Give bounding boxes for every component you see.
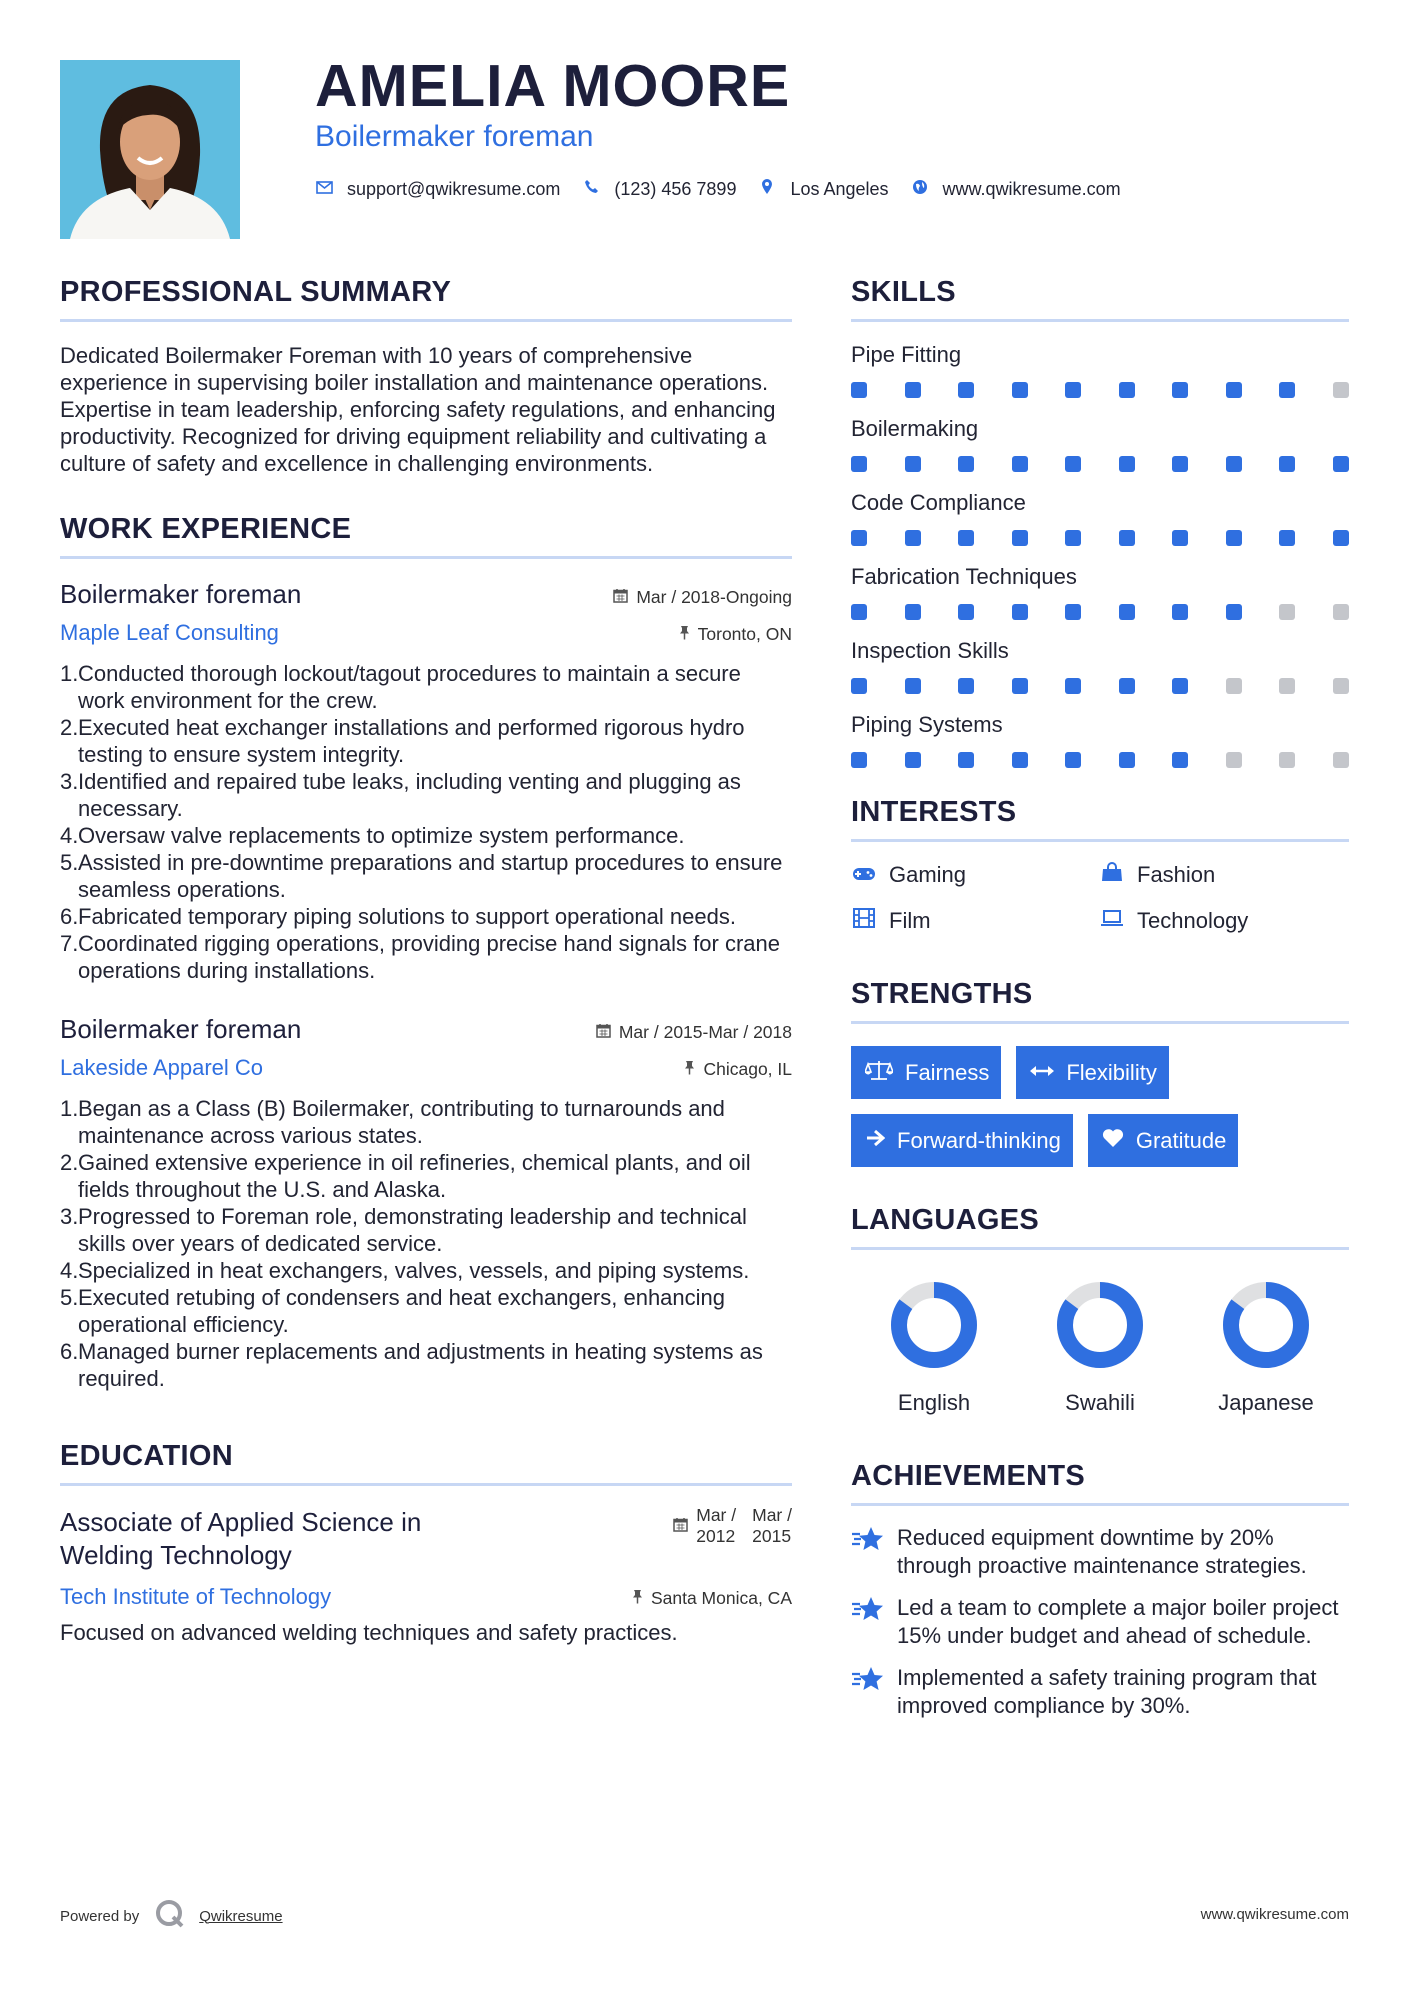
contact-email[interactable]: [315, 179, 560, 200]
star-icon: [851, 1664, 887, 1720]
rating-dot-filled: [1065, 604, 1081, 620]
rating-dot-filled: [905, 604, 921, 620]
summary-heading: PROFESSIONAL SUMMARY: [60, 276, 452, 308]
experience-section: [60, 513, 792, 1392]
language-name: Swahili: [1065, 1390, 1135, 1415]
footer-powered-by: Powered by Qwikresume: [60, 1899, 283, 1933]
list-item: 1. Conducted thorough lockout/tagout procedures to maintain a secure work environment for the crew.: [60, 661, 741, 713]
education-description: Focused on advanced welding techniques and safety practices.: [60, 1620, 678, 1645]
rating-dot-filled: [1226, 604, 1242, 620]
achievements-section: [851, 1460, 1349, 1720]
rating-dot-filled: [958, 530, 974, 546]
rating-dot-empty: [1226, 678, 1242, 694]
rating-dot-filled: [1119, 456, 1135, 472]
contact-location: [758, 178, 888, 200]
interest-fashion: Fashion: [1099, 862, 1349, 888]
job-dates: Mar / 2015-Mar / 2018: [596, 1022, 792, 1043]
rating-dot-filled: [1119, 604, 1135, 620]
rating-dot-filled: [851, 530, 867, 546]
gamepad-icon: [851, 864, 877, 887]
language-name: English: [897, 1390, 971, 1415]
pushpin-icon: [679, 625, 690, 644]
school-name: Tech Institute of Technology: [60, 1584, 332, 1609]
calendar-icon: [673, 1516, 688, 1537]
footer-url[interactable]: www.qwikresume.com: [1200, 1906, 1349, 1923]
rating-dot-filled: [1279, 530, 1295, 546]
rating-dot-empty: [1279, 604, 1295, 620]
rating-dot-empty: [1333, 604, 1349, 620]
rating-dot-filled: [1065, 530, 1081, 546]
section-divider: [60, 319, 792, 322]
strengths-section: [851, 978, 1349, 1182]
list-item: 2. Gained extensive experience in oil refineries, chemical plants, and oil fields throughout the U.S. and Alaska.: [60, 1150, 751, 1202]
rating-dot-filled: [851, 678, 867, 694]
list-item: 3. Progressed to Foreman role, demonstrating leadership and technical skills over years of dedicated service.: [60, 1204, 747, 1256]
job-entry: [60, 579, 792, 984]
pushpin-icon: [684, 1060, 695, 1079]
skills-section: [851, 276, 1349, 768]
languages-heading: LANGUAGES: [851, 1204, 1039, 1236]
list-item: 5. Assisted in pre-downtime preparations and startup procedures to ensure seamless operations.: [60, 850, 783, 902]
list-item: 3. Identified and repaired tube leaks, including venting and plugging as necessary.: [60, 769, 741, 821]
rating-dot-filled: [1012, 530, 1028, 546]
interest-gaming: Gaming: [851, 862, 1099, 888]
language-item: [1183, 1280, 1349, 1416]
strengths-heading: STRENGTHS: [851, 978, 1033, 1010]
school-location: Santa Monica, CA: [632, 1588, 792, 1609]
rating-dot-filled: [851, 752, 867, 768]
qwikresume-logo-icon: [155, 1899, 185, 1933]
job-title: Boilermaker foreman: [60, 579, 302, 609]
list-item: 2. Executed heat exchanger installations and performed rigorous hydro testing to ensure system integrity.: [60, 715, 745, 767]
star-icon: [851, 1594, 887, 1650]
rating-dot-filled: [958, 382, 974, 398]
rating-dot-filled: [1172, 678, 1188, 694]
skill-name: Pipe Fitting: [851, 342, 962, 367]
arrows-horizontal-icon: [1030, 1061, 1054, 1084]
rating-dot-filled: [1012, 456, 1028, 472]
languages-list: [851, 1280, 1349, 1416]
interests-heading: INTERESTS: [851, 796, 1017, 828]
contact-phone[interactable]: [582, 179, 736, 200]
job-responsibilities: [60, 1095, 792, 1392]
rating-dot-filled: [1172, 382, 1188, 398]
skill-name: Inspection Skills: [851, 638, 1009, 663]
envelope-icon: [315, 179, 333, 199]
star-icon: [851, 1524, 887, 1580]
skill-rating: [851, 678, 1349, 694]
skill-name: Code Compliance: [851, 490, 1026, 515]
company-name: Maple Leaf Consulting: [60, 620, 279, 645]
list-item: 1. Began as a Class (B) Boilermaker, contributing to turnarounds and maintenance across various states.: [60, 1096, 725, 1148]
rating-dot-filled: [1012, 604, 1028, 620]
job-location: Toronto, ON: [679, 624, 792, 645]
achievements-heading: ACHIEVEMENTS: [851, 1460, 1086, 1492]
education-heading: EDUCATION: [60, 1440, 233, 1472]
rating-dot-filled: [1012, 752, 1028, 768]
language-proficiency-ring: [1221, 1280, 1311, 1370]
strength-forward-thinking: Forward-thinking: [851, 1114, 1073, 1167]
interest-technology: Technology: [1099, 908, 1349, 934]
rating-dot-filled: [851, 382, 867, 398]
list-item: 7. Coordinated rigging operations, providing precise hand signals for crane operations during installations.: [60, 931, 780, 983]
rating-dot-filled: [1333, 530, 1349, 546]
skill-rating: [851, 530, 1349, 546]
job-responsibilities: [60, 660, 792, 984]
contact-website[interactable]: [911, 179, 1121, 200]
left-column: [60, 276, 792, 1646]
section-divider: [60, 556, 792, 559]
strength-gratitude: Gratitude: [1088, 1114, 1239, 1167]
list-item: 6. Fabricated temporary piping solutions to support operational needs.: [60, 904, 736, 929]
rating-dot-empty: [1333, 752, 1349, 768]
degree-title: Associate of Applied Science in Welding Technology: [60, 1507, 422, 1570]
phone-icon: [582, 179, 600, 199]
summary-text: Dedicated Boilermaker Foreman with 10 years of comprehensive experience in supervising boiler installation and maintenance operations. Expertise in team leadership, enforcing safety regulations, and enhancing productivity. Recognized for driving equipment reliability and cultivating a culture of safety and excellence in challenging environments.: [60, 343, 776, 476]
location-text: Los Angeles: [790, 178, 889, 199]
shopping-bag-icon: [1099, 862, 1125, 888]
achievement-item: Led a team to complete a major boiler project 15% under budget and ahead of schedule.: [851, 1594, 1349, 1650]
job-entry: [60, 1014, 792, 1392]
calendar-icon: [596, 1023, 611, 1042]
heart-icon: [1102, 1128, 1124, 1154]
job-title: Boilermaker foreman: [60, 1014, 302, 1044]
contact-bar: [315, 178, 1143, 200]
achievement-item: Reduced equipment downtime by 20% through proactive maintenance strategies.: [851, 1524, 1349, 1580]
language-item: [851, 1280, 1017, 1416]
section-divider: [851, 1021, 1349, 1024]
skills-heading: SKILLS: [851, 276, 956, 308]
list-item: 4. Oversaw valve replacements to optimize system performance.: [60, 823, 685, 848]
list-item: 4. Specialized in heat exchangers, valves, vessels, and piping systems.: [60, 1258, 750, 1283]
website-text: www.qwikresume.com: [942, 178, 1121, 199]
rating-dot-filled: [1119, 678, 1135, 694]
rating-dot-empty: [1226, 752, 1242, 768]
rating-dot-filled: [958, 678, 974, 694]
rating-dot-filled: [905, 456, 921, 472]
achievement-item: Implemented a safety training program that improved compliance by 30%.: [851, 1664, 1349, 1720]
rating-dot-filled: [905, 678, 921, 694]
candidate-title: Boilermaker foreman: [315, 120, 594, 153]
summary-section: [60, 276, 792, 477]
rating-dot-filled: [958, 752, 974, 768]
rating-dot-filled: [1172, 752, 1188, 768]
rating-dot-filled: [1065, 752, 1081, 768]
email-text: support@qwikresume.com: [347, 178, 561, 199]
rating-dot-filled: [1279, 382, 1295, 398]
rating-dot-filled: [1119, 382, 1135, 398]
rating-dot-filled: [851, 456, 867, 472]
arrow-right-icon: [865, 1129, 885, 1153]
rating-dot-filled: [1065, 678, 1081, 694]
pushpin-icon: [632, 1589, 643, 1608]
rating-dot-filled: [958, 604, 974, 620]
location-pin-icon: [758, 178, 776, 200]
rating-dot-filled: [958, 456, 974, 472]
rating-dot-filled: [1012, 678, 1028, 694]
section-divider: [851, 1503, 1349, 1506]
list-item: 5. Executed retubing of condensers and heat exchangers, enhancing operational efficiency.: [60, 1285, 726, 1337]
rating-dot-filled: [1119, 752, 1135, 768]
section-divider: [851, 839, 1349, 842]
education-section: [60, 1440, 792, 1646]
company-name: Lakeside Apparel Co: [60, 1055, 264, 1080]
skill-rating: [851, 456, 1349, 472]
rating-dot-filled: [1226, 382, 1242, 398]
rating-dot-filled: [905, 530, 921, 546]
job-location: Chicago, IL: [684, 1059, 792, 1080]
language-proficiency-ring: [1055, 1280, 1145, 1370]
interests-section: [851, 796, 1349, 934]
candidate-name: AMELIA MOORE: [315, 53, 791, 119]
section-divider: [851, 319, 1349, 322]
skill-name: Fabrication Techniques: [851, 564, 1077, 589]
rating-dot-filled: [905, 752, 921, 768]
list-item: 6. Managed burner replacements and adjustments in heating systems as required.: [60, 1339, 763, 1391]
rating-dot-empty: [1279, 678, 1295, 694]
qwikresume-link[interactable]: Qwikresume: [199, 1907, 283, 1925]
rating-dot-filled: [1279, 456, 1295, 472]
rating-dot-empty: [1279, 752, 1295, 768]
film-icon: [851, 908, 877, 934]
skill-name: Boilermaking: [851, 416, 979, 441]
strength-flexibility: Flexibility: [1016, 1046, 1168, 1099]
laptop-icon: [1099, 909, 1125, 933]
right-column: [851, 276, 1349, 1720]
skill-rating: [851, 382, 1349, 398]
rating-dot-filled: [1065, 456, 1081, 472]
rating-dot-filled: [851, 604, 867, 620]
language-name: Japanese: [1218, 1390, 1314, 1415]
rating-dot-filled: [1065, 382, 1081, 398]
education-dates: Mar / 2012 Mar / 2015: [673, 1502, 792, 1550]
rating-dot-filled: [1119, 530, 1135, 546]
language-item: [1017, 1280, 1183, 1416]
skill-rating: [851, 604, 1349, 620]
balance-scale-icon: [865, 1059, 893, 1087]
job-dates: Mar / 2018-Ongoing: [613, 587, 792, 608]
rating-dot-empty: [1333, 678, 1349, 694]
interest-film: Film: [851, 908, 1099, 934]
rating-dot-filled: [1226, 456, 1242, 472]
languages-section: [851, 1204, 1349, 1416]
rating-dot-filled: [1333, 456, 1349, 472]
rating-dot-filled: [1172, 530, 1188, 546]
language-proficiency-ring: [889, 1280, 979, 1370]
section-divider: [851, 1247, 1349, 1250]
calendar-icon: [613, 588, 628, 607]
profile-photo: [60, 60, 240, 239]
section-divider: [60, 1483, 792, 1486]
rating-dot-filled: [1172, 604, 1188, 620]
skills-list: [851, 342, 1349, 768]
rating-dot-filled: [1012, 382, 1028, 398]
rating-dot-filled: [1226, 530, 1242, 546]
skill-rating: [851, 752, 1349, 768]
skill-name: Piping Systems: [851, 712, 1003, 737]
phone-text: (123) 456 7899: [614, 178, 737, 199]
rating-dot-empty: [1333, 382, 1349, 398]
strength-fairness: Fairness: [851, 1046, 1001, 1099]
rating-dot-filled: [905, 382, 921, 398]
rating-dot-filled: [1172, 456, 1188, 472]
experience-heading: WORK EXPERIENCE: [60, 513, 352, 545]
globe-icon: [911, 179, 929, 200]
